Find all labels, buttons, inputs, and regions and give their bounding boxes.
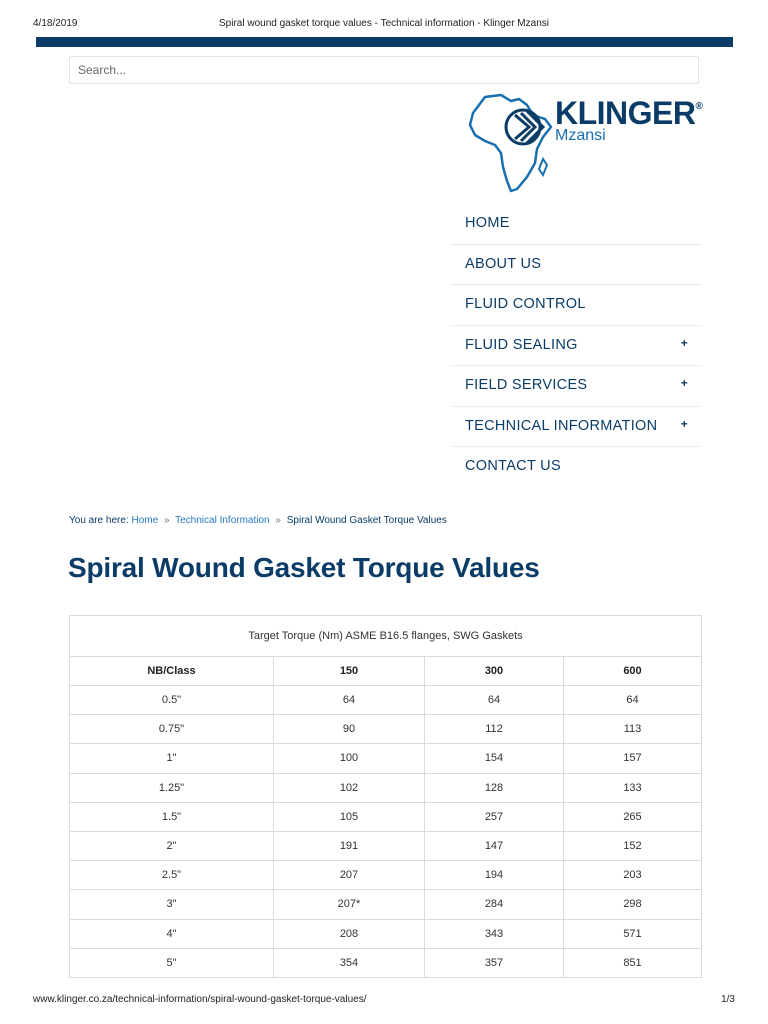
table-cell: 5" xyxy=(70,948,274,977)
nav-item-about-us[interactable] xyxy=(450,245,702,286)
table-row xyxy=(70,890,702,919)
table-cell: 90 xyxy=(274,715,425,744)
table-cell: 147 xyxy=(425,831,564,860)
table-row xyxy=(70,773,702,802)
column-header-class-150: 150 xyxy=(274,657,425,686)
breadcrumb-separator: » xyxy=(275,515,281,526)
table-cell: 128 xyxy=(425,773,564,802)
table-cell: 284 xyxy=(425,890,564,919)
nav-item-contact-us[interactable] xyxy=(450,447,702,487)
print-date: 4/18/2019 xyxy=(33,18,78,29)
table-cell: 133 xyxy=(564,773,702,802)
table-cell: 1.25" xyxy=(70,773,274,802)
table-cell: 571 xyxy=(564,919,702,948)
page-title: Spiral Wound Gasket Torque Values xyxy=(68,552,540,583)
breadcrumb-link-home[interactable]: Home xyxy=(131,515,159,526)
torque-values-table xyxy=(69,615,702,978)
breadcrumb xyxy=(69,515,447,526)
nav-item-label: ABOUT US xyxy=(465,255,542,272)
table-cell: 112 xyxy=(425,715,564,744)
table-row xyxy=(70,744,702,773)
breadcrumb-separator: » xyxy=(163,515,170,526)
logo-subtitle: Mzansi xyxy=(555,127,606,144)
expand-plus-icon[interactable]: + xyxy=(680,335,688,350)
table-cell: 1" xyxy=(70,744,274,773)
nav-item-home[interactable] xyxy=(450,204,702,245)
table-cell: 265 xyxy=(564,802,702,831)
top-brand-bar xyxy=(36,37,733,47)
table-caption: Target Torque (Nm) ASME B16.5 flanges, SWG Gaskets xyxy=(70,616,702,657)
table-cell: 100 xyxy=(274,744,425,773)
column-header-class-300: 300 xyxy=(425,657,564,686)
expand-plus-icon[interactable]: + xyxy=(680,376,688,390)
table-cell: 207* xyxy=(274,890,425,919)
table-cell: 207 xyxy=(274,861,425,890)
breadcrumb-link-technical-information[interactable]: Technical Information xyxy=(175,515,270,526)
table-cell: 0.75" xyxy=(70,715,274,744)
column-header-class-600: 600 xyxy=(564,657,702,686)
table-cell: 194 xyxy=(425,861,564,890)
print-page-number: 1/3 xyxy=(721,994,735,1005)
main-navigation xyxy=(450,204,702,487)
table-cell: 152 xyxy=(564,831,702,860)
table-cell: 4" xyxy=(70,919,274,948)
klinger-mzansi-logo[interactable] xyxy=(467,93,707,195)
table-row xyxy=(70,831,702,860)
table-cell: 64 xyxy=(564,686,702,715)
table-row xyxy=(70,802,702,831)
print-page-title: Spiral wound gasket torque values - Technical information - Klinger Mzansi xyxy=(219,18,549,29)
table-cell: 208 xyxy=(274,919,425,948)
table-cell: 2.5" xyxy=(70,861,274,890)
table-row xyxy=(70,948,702,977)
table-cell: 354 xyxy=(274,948,425,977)
search-input[interactable] xyxy=(69,56,699,84)
print-url: www.klinger.co.za/technical-information/spiral-wound-gasket-torque-values/ xyxy=(33,994,367,1005)
table-cell: 102 xyxy=(274,773,425,802)
table-cell: 203 xyxy=(564,861,702,890)
registered-mark: ® xyxy=(695,101,703,112)
nav-item-fluid-control[interactable] xyxy=(450,285,702,326)
nav-item-field-services[interactable] xyxy=(450,366,702,407)
nav-item-label: FLUID SEALING xyxy=(465,336,578,353)
table-row xyxy=(70,861,702,890)
breadcrumb-prefix: You are here: xyxy=(69,515,129,526)
column-header-nb-class: NB/Class xyxy=(70,657,274,686)
nav-item-technical-information[interactable] xyxy=(450,407,702,448)
logo-name: KLINGER xyxy=(555,95,696,131)
table-cell: 257 xyxy=(425,802,564,831)
expand-plus-icon[interactable]: + xyxy=(680,416,688,431)
africa-map-icon xyxy=(467,93,557,195)
nav-item-label: TECHNICAL INFORMATION xyxy=(465,417,658,434)
table-cell: 298 xyxy=(564,890,702,919)
breadcrumb-current: Spiral Wound Gasket Torque Values xyxy=(286,515,447,526)
table-cell: 64 xyxy=(274,686,425,715)
table-cell: 357 xyxy=(425,948,564,977)
table-cell: 3" xyxy=(70,890,274,919)
table-cell: 113 xyxy=(564,715,702,744)
table-cell: 157 xyxy=(564,744,702,773)
table-cell: 851 xyxy=(564,948,702,977)
table-cell: 191 xyxy=(274,831,425,860)
table-row xyxy=(70,715,702,744)
table-cell: 1.5" xyxy=(70,802,274,831)
table-caption-row xyxy=(70,616,702,657)
table-cell: 343 xyxy=(425,919,564,948)
table-header-row xyxy=(70,657,702,686)
nav-item-label: FLUID CONTROL xyxy=(465,296,586,312)
table-cell: 64 xyxy=(425,686,564,715)
table-row xyxy=(70,686,702,715)
nav-item-label: HOME xyxy=(465,215,510,231)
table-row xyxy=(70,919,702,948)
nav-item-label: FIELD SERVICES xyxy=(465,377,588,393)
table-cell: 0.5" xyxy=(70,686,274,715)
nav-item-label: CONTACT US xyxy=(465,458,561,474)
table-cell: 154 xyxy=(425,744,564,773)
table-cell: 2" xyxy=(70,831,274,860)
nav-item-fluid-sealing[interactable] xyxy=(450,326,702,367)
table-cell: 105 xyxy=(274,802,425,831)
